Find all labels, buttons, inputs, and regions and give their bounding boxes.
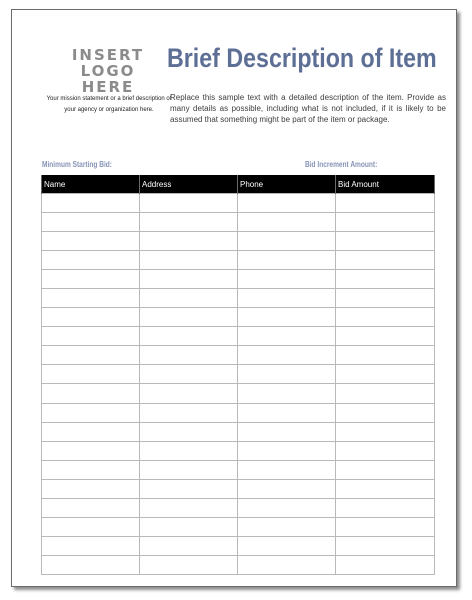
table-cell[interactable]: [140, 403, 238, 422]
table-cell[interactable]: [42, 289, 140, 308]
table-cell[interactable]: [238, 441, 336, 460]
table-cell[interactable]: [238, 498, 336, 517]
item-title: Brief Description of Item: [167, 43, 437, 73]
table-cell[interactable]: [42, 441, 140, 460]
column-header-bid-amount: Bid Amount: [336, 175, 435, 194]
table-cell[interactable]: [140, 251, 238, 270]
table-cell[interactable]: [336, 403, 435, 422]
table-row: [42, 270, 435, 289]
table-cell[interactable]: [42, 270, 140, 289]
table-cell[interactable]: [336, 270, 435, 289]
table-cell[interactable]: [336, 308, 435, 327]
table-cell[interactable]: [238, 346, 336, 365]
logo-line: LOGO: [80, 62, 136, 80]
table-cell[interactable]: [140, 365, 238, 384]
table-cell[interactable]: [336, 327, 435, 346]
table-cell[interactable]: [140, 479, 238, 498]
table-row: [42, 555, 435, 574]
table-cell[interactable]: [42, 555, 140, 574]
table-row: [42, 441, 435, 460]
table-cell[interactable]: [238, 555, 336, 574]
table-cell[interactable]: [42, 251, 140, 270]
table-cell[interactable]: [336, 346, 435, 365]
table-cell[interactable]: [42, 213, 140, 232]
table-cell[interactable]: [42, 498, 140, 517]
table-row: [42, 251, 435, 270]
table-cell[interactable]: [336, 460, 435, 479]
table-cell[interactable]: [336, 365, 435, 384]
table-cell[interactable]: [238, 517, 336, 536]
table-cell[interactable]: [238, 327, 336, 346]
table-cell[interactable]: [238, 289, 336, 308]
table-cell[interactable]: [140, 270, 238, 289]
table-row: [42, 479, 435, 498]
table-cell[interactable]: [238, 270, 336, 289]
table-cell[interactable]: [238, 308, 336, 327]
table-cell[interactable]: [140, 555, 238, 574]
table-row: [42, 308, 435, 327]
table-cell[interactable]: [336, 251, 435, 270]
table-cell[interactable]: [42, 346, 140, 365]
table-row: [42, 194, 435, 213]
table-row: [42, 232, 435, 251]
table-cell[interactable]: [238, 365, 336, 384]
table-cell[interactable]: [336, 555, 435, 574]
table-row: [42, 422, 435, 441]
table-cell[interactable]: [140, 232, 238, 251]
table-row: [42, 517, 435, 536]
table-cell[interactable]: [336, 384, 435, 403]
table-cell[interactable]: [238, 422, 336, 441]
table-cell[interactable]: [42, 194, 140, 213]
table-cell[interactable]: [42, 384, 140, 403]
table-row: [42, 498, 435, 517]
table-cell[interactable]: [238, 232, 336, 251]
table-cell[interactable]: [336, 213, 435, 232]
table-header-row: [42, 175, 435, 194]
table-cell[interactable]: [42, 517, 140, 536]
table-cell[interactable]: [42, 365, 140, 384]
table-row: [42, 536, 435, 555]
table-row: [42, 289, 435, 308]
table-cell[interactable]: [42, 479, 140, 498]
table-cell[interactable]: [140, 441, 238, 460]
table-cell[interactable]: [336, 479, 435, 498]
table-cell[interactable]: [140, 213, 238, 232]
logo-line: INSERT: [71, 46, 145, 64]
table-cell[interactable]: [140, 384, 238, 403]
table-row: [42, 365, 435, 384]
table-cell[interactable]: [336, 498, 435, 517]
table-cell[interactable]: [336, 517, 435, 536]
table-cell[interactable]: [336, 232, 435, 251]
table-cell[interactable]: [140, 327, 238, 346]
table-cell[interactable]: [140, 308, 238, 327]
bid-table: [41, 175, 435, 575]
table-cell[interactable]: [140, 536, 238, 555]
table-cell[interactable]: [140, 460, 238, 479]
bid-rows: [42, 194, 435, 575]
table-cell[interactable]: [238, 194, 336, 213]
table-cell[interactable]: [140, 289, 238, 308]
table-cell[interactable]: [238, 213, 336, 232]
table-cell[interactable]: [336, 422, 435, 441]
table-cell[interactable]: [140, 517, 238, 536]
item-description: Replace this sample text with a detailed description of the item. Provide as many details as possible, including what is not included, if it is likely to be assumed that something might be part of the item or package.: [170, 93, 446, 124]
table-cell[interactable]: [238, 460, 336, 479]
table-row: [42, 213, 435, 232]
logo-placeholder: [52, 47, 164, 95]
bid-increment-label: Bid Increment Amount:: [305, 160, 378, 169]
table-cell[interactable]: [336, 194, 435, 213]
table-cell[interactable]: [42, 308, 140, 327]
table-cell[interactable]: [140, 194, 238, 213]
table-cell[interactable]: [42, 460, 140, 479]
table-cell[interactable]: [336, 289, 435, 308]
table-cell[interactable]: [238, 536, 336, 555]
table-cell[interactable]: [42, 536, 140, 555]
table-cell[interactable]: [42, 403, 140, 422]
table-cell[interactable]: [336, 536, 435, 555]
table-cell[interactable]: [140, 498, 238, 517]
table-cell[interactable]: [140, 346, 238, 365]
table-cell[interactable]: [238, 384, 336, 403]
table-cell[interactable]: [42, 422, 140, 441]
table-row: [42, 384, 435, 403]
table-cell[interactable]: [238, 251, 336, 270]
table-row: [42, 327, 435, 346]
table-cell[interactable]: [238, 403, 336, 422]
min-bid-label: Minimum Starting Bid:: [42, 160, 112, 169]
column-header-phone: Phone: [238, 175, 336, 194]
bid-sheet-page: [11, 9, 457, 587]
logo-line: HERE: [81, 78, 135, 96]
table-cell[interactable]: [238, 479, 336, 498]
table-cell[interactable]: [42, 327, 140, 346]
column-header-name: Name: [42, 175, 140, 194]
column-header-address: Address: [140, 175, 238, 194]
table-cell[interactable]: [140, 422, 238, 441]
mission-statement: Your mission statement or a brief description of your agency or organization here.: [46, 96, 172, 113]
table-row: [42, 460, 435, 479]
table-cell[interactable]: [42, 232, 140, 251]
table-row: [42, 403, 435, 422]
table-row: [42, 346, 435, 365]
table-cell[interactable]: [336, 441, 435, 460]
